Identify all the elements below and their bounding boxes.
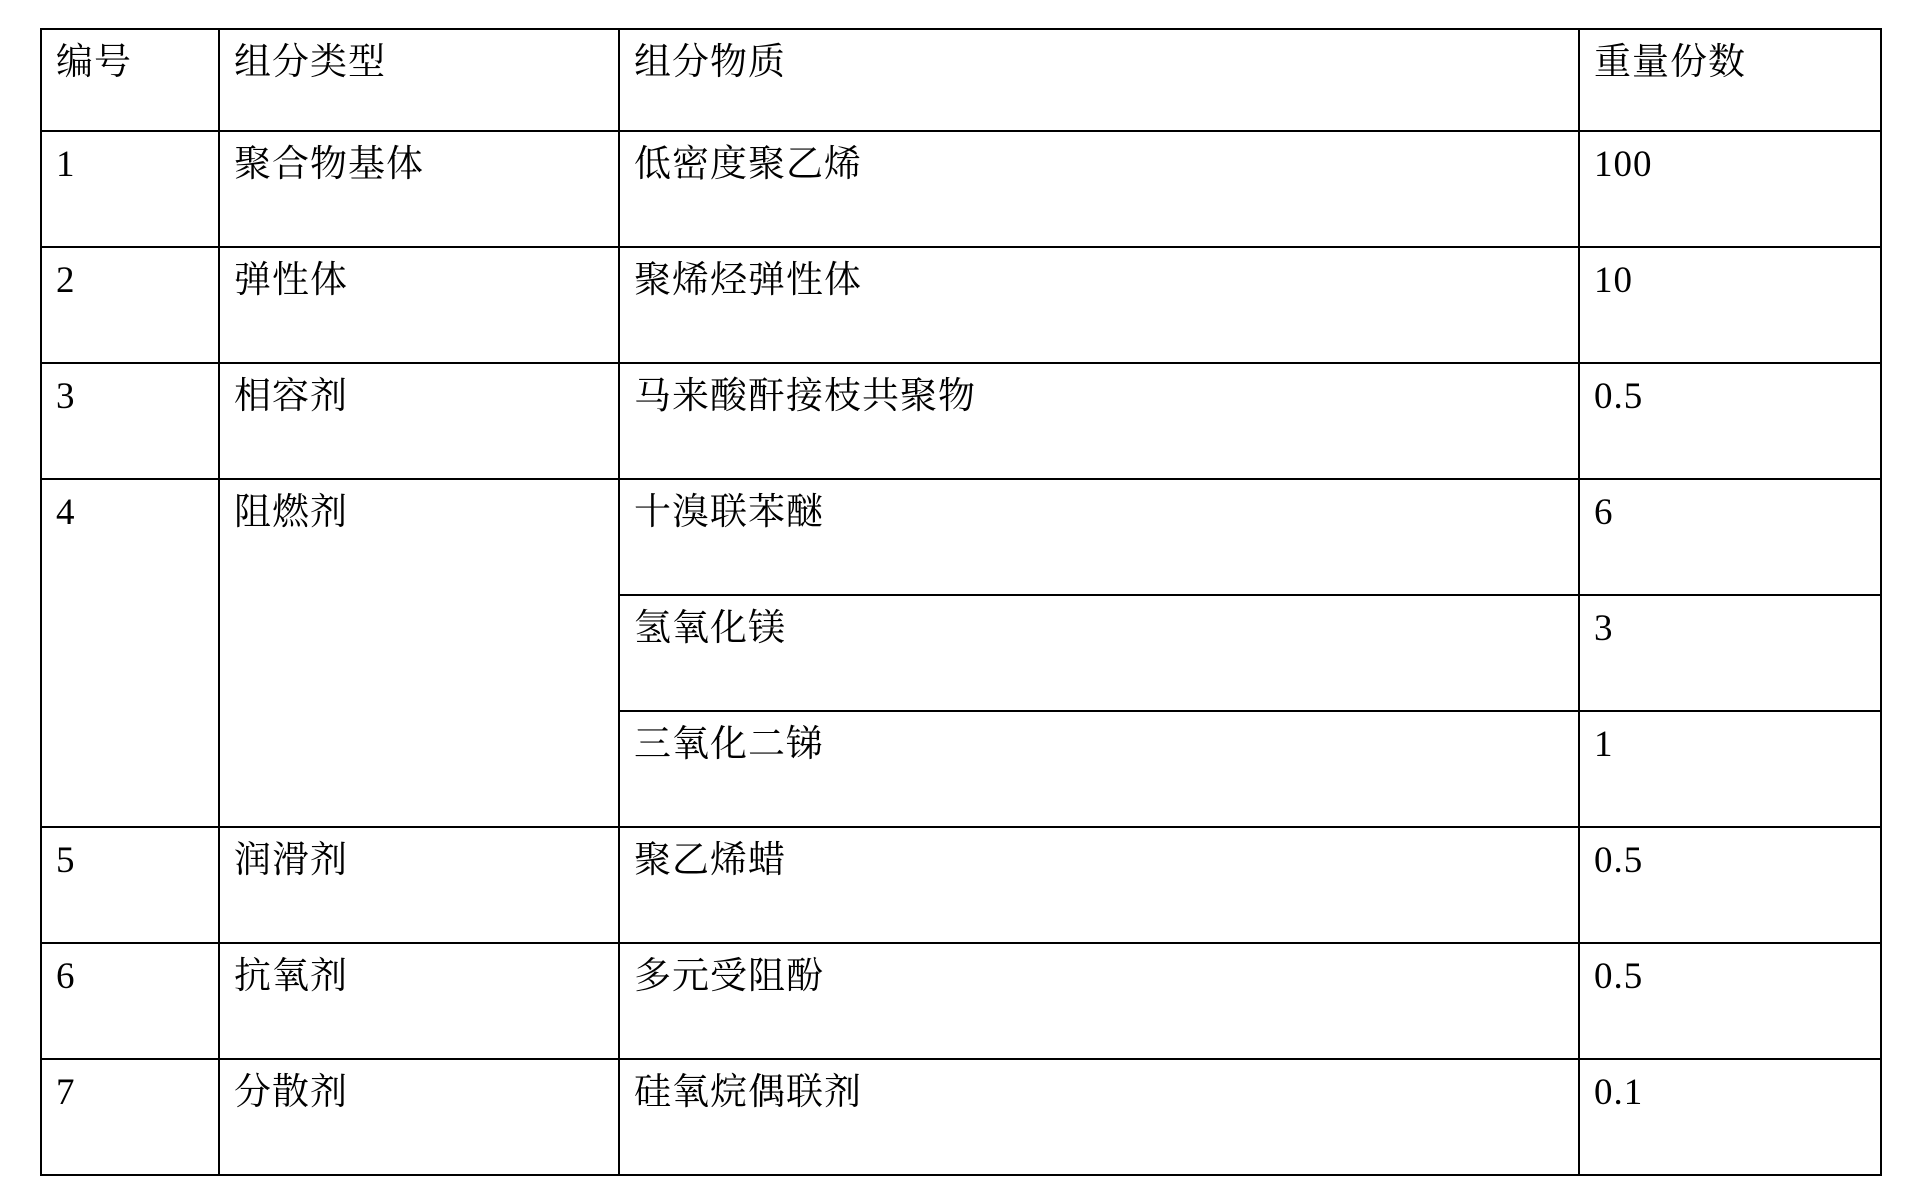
table-header-row	[41, 29, 1881, 131]
cell-substance: 十溴联苯醚	[619, 479, 1579, 595]
table-body	[41, 29, 1881, 1175]
table-row	[41, 943, 1881, 1059]
column-header-type: 组分类型	[219, 29, 619, 131]
cell-substance: 三氧化二锑	[619, 711, 1579, 827]
column-header-no: 编号	[41, 29, 219, 131]
composition-table	[40, 28, 1882, 1176]
cell-type: 聚合物基体	[219, 131, 619, 247]
cell-parts: 0.1	[1579, 1059, 1881, 1175]
cell-substance: 马来酸酐接枝共聚物	[619, 363, 1579, 479]
table-row	[41, 827, 1881, 943]
cell-no: 6	[41, 943, 219, 1059]
cell-type: 阻燃剂	[219, 479, 619, 827]
cell-type: 分散剂	[219, 1059, 619, 1175]
cell-parts: 1	[1579, 711, 1881, 827]
cell-substance: 低密度聚乙烯	[619, 131, 1579, 247]
cell-type: 相容剂	[219, 363, 619, 479]
cell-no: 7	[41, 1059, 219, 1175]
cell-parts: 0.5	[1579, 827, 1881, 943]
cell-substance: 多元受阻酚	[619, 943, 1579, 1059]
cell-no: 1	[41, 131, 219, 247]
cell-substance: 聚烯烃弹性体	[619, 247, 1579, 363]
table-row	[41, 479, 1881, 595]
cell-no: 5	[41, 827, 219, 943]
cell-no: 2	[41, 247, 219, 363]
cell-substance: 聚乙烯蜡	[619, 827, 1579, 943]
cell-parts: 0.5	[1579, 943, 1881, 1059]
cell-type: 润滑剂	[219, 827, 619, 943]
cell-type: 抗氧剂	[219, 943, 619, 1059]
table-row	[41, 363, 1881, 479]
cell-substance: 氢氧化镁	[619, 595, 1579, 711]
cell-parts: 6	[1579, 479, 1881, 595]
cell-type: 弹性体	[219, 247, 619, 363]
table-row	[41, 131, 1881, 247]
table-row	[41, 1059, 1881, 1175]
column-header-parts: 重量份数	[1579, 29, 1881, 131]
cell-substance: 硅氧烷偶联剂	[619, 1059, 1579, 1175]
column-header-substance: 组分物质	[619, 29, 1579, 131]
cell-no: 4	[41, 479, 219, 827]
cell-parts: 3	[1579, 595, 1881, 711]
table-row	[41, 247, 1881, 363]
cell-parts: 0.5	[1579, 363, 1881, 479]
cell-parts: 100	[1579, 131, 1881, 247]
cell-no: 3	[41, 363, 219, 479]
cell-parts: 10	[1579, 247, 1881, 363]
